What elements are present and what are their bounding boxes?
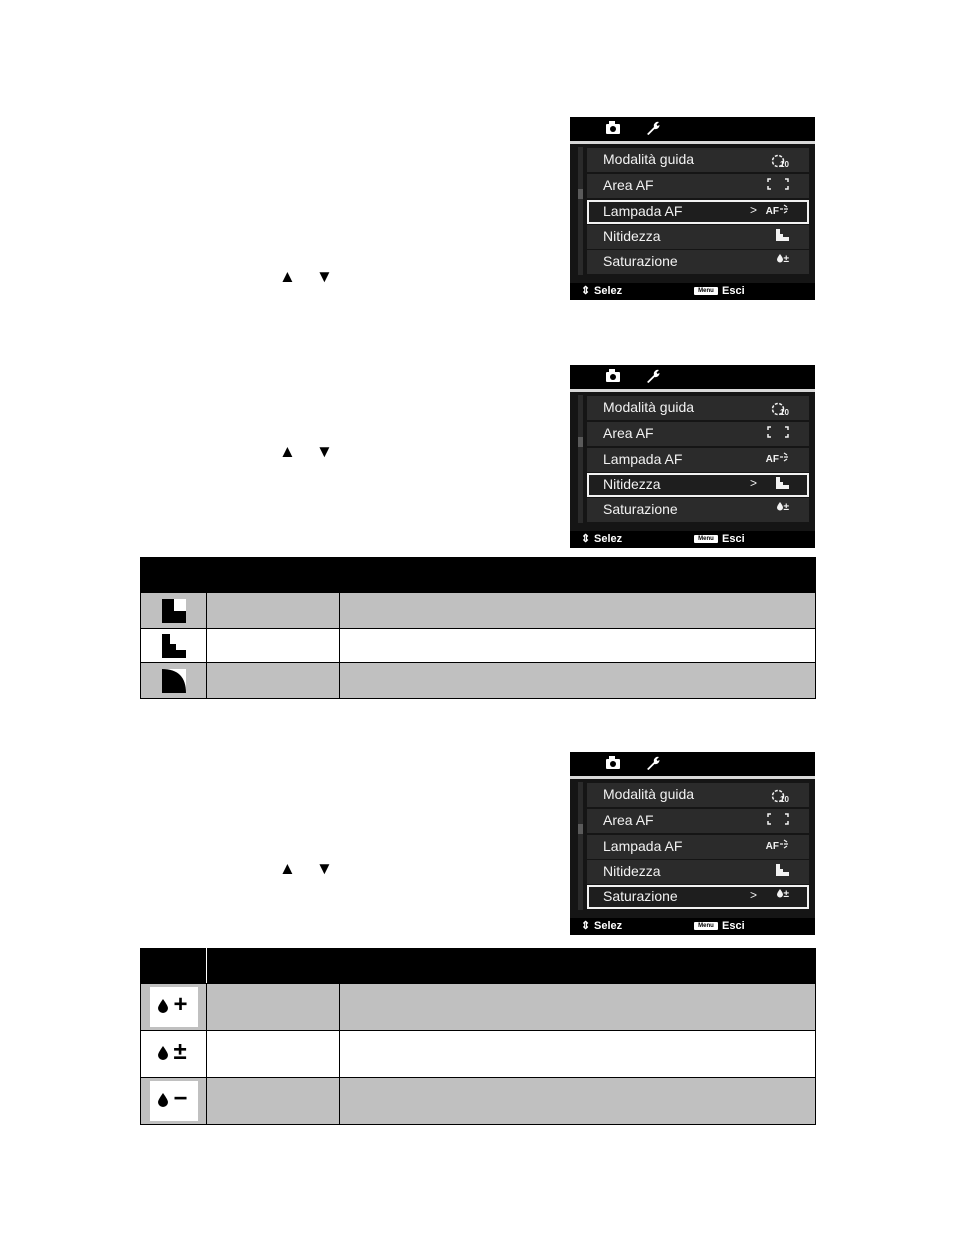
menu-footer	[570, 283, 815, 300]
saturation-sign: ±	[173, 1038, 187, 1065]
sharpness-item-name	[207, 629, 340, 663]
af-area-icon	[767, 426, 789, 441]
header-description	[340, 949, 816, 984]
menu-item-label: Lampada AF	[603, 838, 683, 854]
saturation-low-icon	[150, 1081, 198, 1121]
menu-item-label: Area AF	[603, 425, 654, 441]
menu-item[interactable]	[587, 396, 809, 420]
menu-item[interactable]	[587, 809, 809, 833]
menu-item[interactable]	[587, 473, 809, 497]
af-area-icon	[767, 813, 789, 828]
header-icon	[141, 949, 207, 984]
menu-item-label: Lampada AF	[603, 203, 683, 219]
af-lamp-icon	[766, 452, 789, 465]
footer-exit-label: Esci	[722, 285, 745, 297]
menu-item-label: Modalità guida	[603, 151, 695, 167]
menu-button-badge: Menu	[694, 922, 718, 930]
camera-tab-icon[interactable]	[606, 372, 620, 382]
chevron-right-icon: >	[749, 888, 757, 902]
up-arrow-icon: ▲	[279, 859, 296, 878]
header-description	[340, 558, 816, 593]
footer-select-label: Selez	[594, 285, 623, 297]
camera-menu-screen-2	[570, 365, 815, 548]
table-row	[141, 629, 816, 663]
saturation-item-name	[207, 1031, 340, 1078]
menu-item[interactable]	[587, 174, 809, 198]
svg-text:10: 10	[780, 160, 789, 168]
sharpness-icon	[776, 864, 789, 879]
af-lamp-text: AF	[765, 454, 779, 465]
header-icon	[141, 558, 207, 593]
menu-item-label: Nitidezza	[603, 863, 661, 879]
chevron-right-icon: >	[749, 203, 757, 217]
down-arrow-icon: ▼	[316, 442, 333, 461]
saturation-sign: ±	[783, 502, 789, 513]
af-lamp-icon	[766, 204, 789, 217]
wrench-tab-icon[interactable]	[644, 367, 662, 385]
footer-exit-label: Esci	[722, 920, 745, 932]
menu-item[interactable]	[587, 148, 809, 172]
saturation-item-desc	[340, 984, 816, 1031]
scrollbar[interactable]	[578, 782, 583, 910]
saturation-sign: ±	[783, 889, 789, 900]
sharpness-item-desc	[340, 593, 816, 629]
sharpness-normal-icon	[162, 634, 186, 658]
up-arrow-icon: ▲	[279, 267, 296, 286]
af-lamp-icon	[766, 839, 789, 852]
saturation-item-desc	[340, 1031, 816, 1078]
down-arrow-icon: ▼	[316, 859, 333, 878]
menu-item-label: Area AF	[603, 812, 654, 828]
sharpness-item-desc	[340, 629, 816, 663]
menu-item-label: Saturazione	[603, 501, 678, 517]
menu-item[interactable]	[587, 860, 809, 884]
sharpness-item-name	[207, 663, 340, 699]
svg-text:10: 10	[780, 408, 789, 416]
wrench-tab-icon[interactable]	[644, 754, 662, 772]
self-timer-icon	[771, 152, 789, 171]
self-timer-icon	[771, 787, 789, 806]
sharpness-low-icon	[162, 669, 186, 693]
scrollbar[interactable]	[578, 147, 583, 275]
sharpness-item-name	[207, 593, 340, 629]
saturation-high-icon	[150, 987, 198, 1027]
menu-item[interactable]	[587, 250, 809, 274]
camera-menu-screen-1	[570, 117, 815, 300]
af-lamp-text: AF	[765, 206, 779, 217]
select-arrows-icon: ⇕	[581, 533, 591, 545]
menu-tab-bar	[570, 365, 815, 389]
menu-item[interactable]	[587, 448, 809, 472]
menu-tab-bar	[570, 117, 815, 141]
saturation-sign: ±	[783, 254, 789, 265]
table-row	[141, 593, 816, 629]
saturation-icon	[776, 502, 790, 513]
saturation-table	[140, 948, 816, 1125]
menu-item[interactable]	[587, 498, 809, 522]
menu-item-label: Modalità guida	[603, 399, 695, 415]
svg-text:10: 10	[780, 795, 789, 803]
scrollbar-thumb[interactable]	[578, 189, 583, 199]
saturation-icon	[776, 254, 790, 265]
menu-footer	[570, 918, 815, 935]
chevron-right-icon: >	[749, 476, 757, 490]
menu-item-label: Nitidezza	[603, 228, 661, 244]
menu-item[interactable]	[587, 885, 809, 909]
menu-item[interactable]	[587, 422, 809, 446]
menu-item[interactable]	[587, 835, 809, 859]
self-timer-icon	[771, 400, 789, 419]
table-row	[141, 663, 816, 699]
header-item	[207, 949, 340, 984]
menu-button-badge: Menu	[694, 287, 718, 295]
saturation-table-header	[141, 949, 816, 984]
menu-item-label: Saturazione	[603, 888, 678, 904]
camera-tab-icon[interactable]	[606, 759, 620, 769]
scrollbar[interactable]	[578, 395, 583, 523]
up-arrow-icon: ▲	[279, 442, 296, 461]
footer-exit-label: Esci	[722, 533, 745, 545]
menu-item-label: Modalità guida	[603, 786, 695, 802]
footer-select-label: Selez	[594, 920, 623, 932]
saturation-sign: +	[173, 991, 188, 1018]
table-row	[141, 984, 816, 1031]
menu-item-label: Saturazione	[603, 253, 678, 269]
menu-footer	[570, 531, 815, 548]
af-lamp-text: AF	[765, 841, 779, 852]
header-item	[207, 558, 340, 593]
sharpness-icon	[776, 229, 789, 244]
menu-item[interactable]	[587, 783, 809, 807]
scrollbar-thumb[interactable]	[578, 437, 583, 447]
table-row	[141, 1078, 816, 1125]
menu-tab-bar	[570, 752, 815, 776]
sharpness-icon	[776, 477, 789, 492]
table-row	[141, 1031, 816, 1078]
sharpness-table-header	[141, 558, 816, 593]
saturation-normal-icon	[150, 1034, 198, 1074]
menu-item-label: Nitidezza	[603, 476, 661, 492]
menu-item-label: Area AF	[603, 177, 654, 193]
saturation-icon	[776, 889, 790, 900]
footer-select-label: Selez	[594, 533, 623, 545]
wrench-tab-icon[interactable]	[644, 119, 662, 137]
saturation-item-desc	[340, 1078, 816, 1125]
sharpness-high-icon	[162, 599, 186, 623]
select-arrows-icon: ⇕	[581, 285, 591, 297]
menu-button-badge: Menu	[694, 535, 718, 543]
camera-menu-screen-3	[570, 752, 815, 935]
menu-item[interactable]	[587, 225, 809, 249]
af-area-icon	[767, 178, 789, 193]
saturation-sign: −	[173, 1085, 188, 1112]
sharpness-item-desc	[340, 663, 816, 699]
scrollbar-thumb[interactable]	[578, 824, 583, 834]
sharpness-table	[140, 557, 816, 699]
select-arrows-icon: ⇕	[581, 920, 591, 932]
down-arrow-icon: ▼	[316, 267, 333, 286]
camera-tab-icon[interactable]	[606, 124, 620, 134]
menu-item-label: Lampada AF	[603, 451, 683, 467]
saturation-item-name	[207, 1078, 340, 1125]
menu-item[interactable]	[587, 200, 809, 224]
saturation-item-name	[207, 984, 340, 1031]
